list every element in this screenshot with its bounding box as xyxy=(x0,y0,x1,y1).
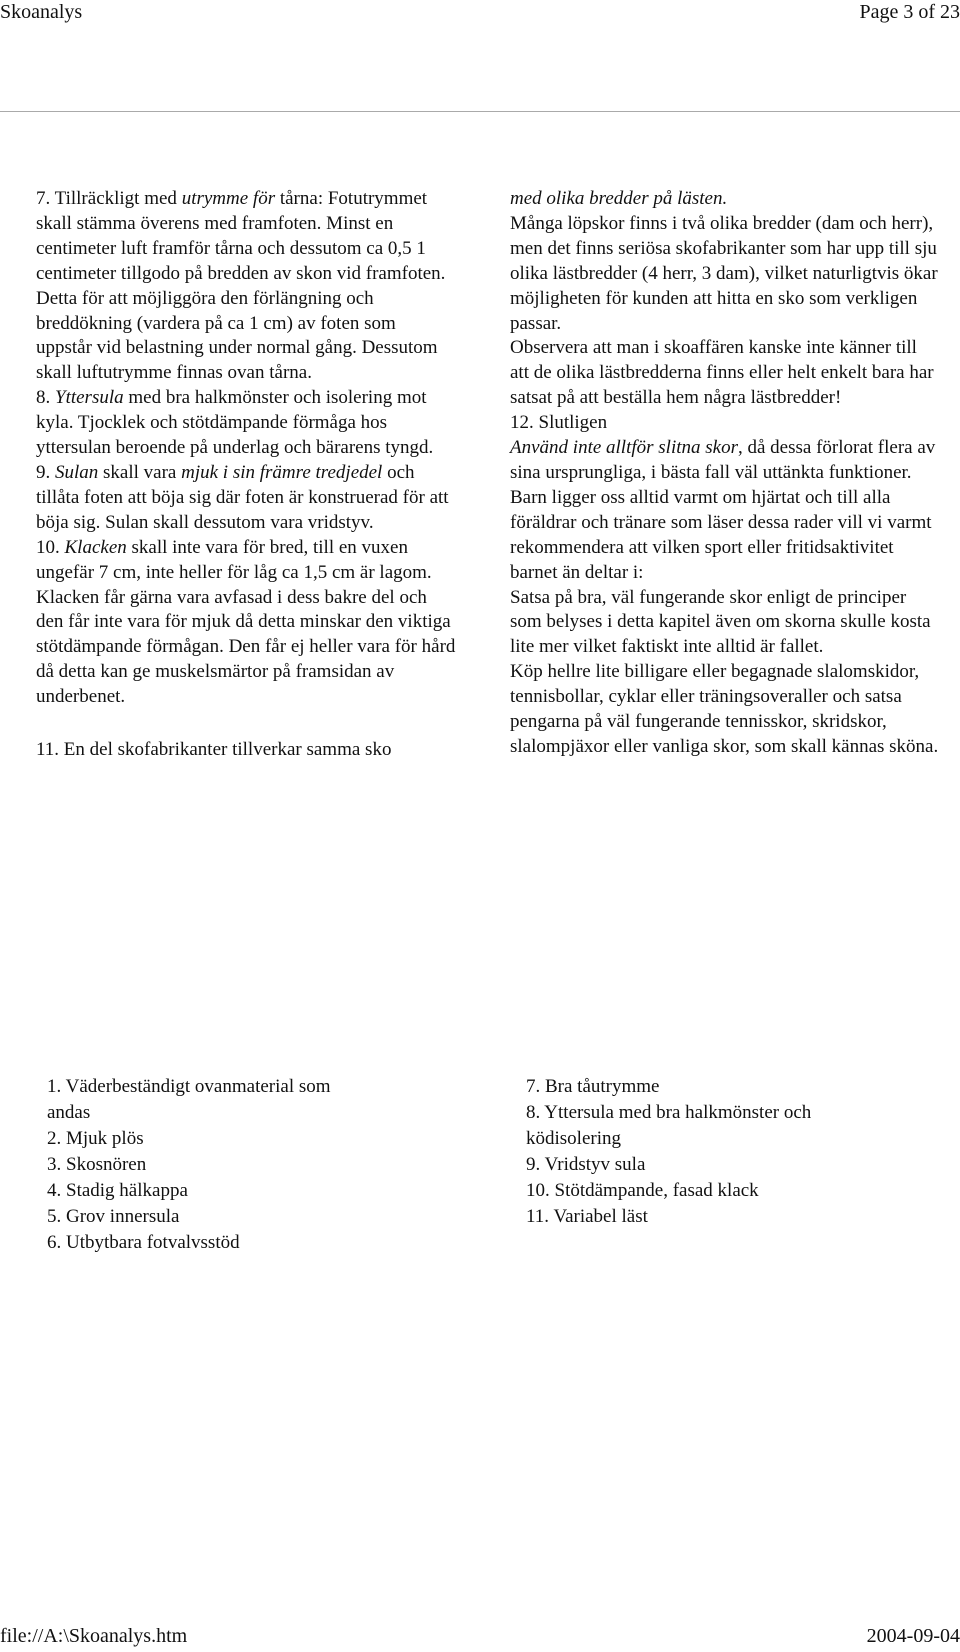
legend-item: 4. Stadig hälkappa xyxy=(47,1180,188,1201)
legend-item: 6. Utbytbara fotvalvsstöd xyxy=(47,1232,240,1253)
left-text-column xyxy=(36,187,456,763)
legend-list-left xyxy=(47,1074,367,1256)
paragraph-12-heading: 12. Slutligen xyxy=(510,412,608,434)
p10-lead: 10. xyxy=(36,536,65,558)
legend-item: 5. Grov innersula xyxy=(47,1206,180,1227)
p12-rest: , då dessa förlorat flera av sina ursprungliga, i bästa fall väl uttänkta funktioner. xyxy=(510,437,936,483)
p8-rest: med bra halkmönster och isolering mot kyla. Tjocklek och stötdämpande förmåga hos yttersulan beroende på underlag och bärarens tyngd. xyxy=(36,387,434,459)
legend-item: 1. Väderbeständigt ovanmaterial som andas xyxy=(47,1076,331,1123)
p9-mid: skall vara xyxy=(98,461,182,483)
paragraph-many-shoes: Många löpskor finns i två olika bredder (dam och herr), men det finns seriösa skofabrikanter som har upp till sju olika lästbredder (4 herr, 3 dam), vilket naturligtvis ökar möjligheten för kunden att hitta en sko som verkligen passar. xyxy=(510,212,938,334)
paragraph-11: 11. En del skofabrikanter tillverkar samma sko xyxy=(36,739,392,761)
p9-rest: och tillåta foten att böja sig där foten är konstruerad för att böja sig. Sulan skall dessutom vara vridstyv. xyxy=(36,461,449,533)
page-header-title: Skoanalys xyxy=(0,1,83,23)
right-text-column xyxy=(510,187,940,760)
paragraph-buy: Köp hellre lite billigare eller begagnade slalomskidor, tennisbollar, cyklar eller träningsoveraller och satsa pengarna på väl fungerande tennisskor, skridskor, slalompjäxor eller vanliga skor, som skall kännas sköna. xyxy=(510,661,939,757)
page-footer-date: 2004-09-04 xyxy=(866,1625,960,1647)
p10-rest: skall inte vara för bred, till en vuxen ungefär 7 cm, inte heller för låg ca 1,5 cm är lagom. Klacken får gärna vara avfasad i dess bakre del och den får inte vara för mjuk då detta minskar den viktiga stötdämpande förmågan. Den får ej heller vara för hård då detta kan ge muskelsmärtor på framsidan av underbenet. xyxy=(36,536,456,708)
legend-item: 8. Yttersula med bra halkmönster och ködisolering xyxy=(526,1102,812,1149)
page-footer-path: file://A:\Skoanalys.htm xyxy=(0,1625,188,1647)
legend-item: 2. Mjuk plös xyxy=(47,1128,144,1149)
page-header-page-number: Page 3 of 23 xyxy=(859,1,960,23)
p10-italic: Klacken xyxy=(64,536,127,558)
paragraph-invest: Satsa på bra, väl fungerande skor enligt de principer som belyses i detta kapitel även om skorna skulle kosta lite mer vilket faktiskt inte alltid är fallet. xyxy=(510,586,931,658)
p8-italic: Yttersula xyxy=(55,387,124,409)
p12-italic: Använd inte alltför slitna skor xyxy=(510,437,738,459)
paragraph-8 xyxy=(36,386,456,461)
paragraph-observe: Observera att man i skoaffären kanske inte känner till att de olika lästbredderna finns eller helt enkelt bara har satsat på att beställa hem några lästbredder! xyxy=(510,337,934,409)
paragraph-10 xyxy=(36,536,456,710)
p7-italic: utrymme för xyxy=(181,188,276,209)
p9-italic-2: mjuk i sin främre tredjedel xyxy=(181,461,383,483)
p7-lead: 7. Tillräckligt med xyxy=(36,188,182,209)
legend-list-right xyxy=(526,1074,856,1230)
legend-item: 7. Bra tåutrymme xyxy=(526,1076,660,1097)
paragraph-11-continued: med olika bredder på lästen. xyxy=(510,188,728,209)
legend-item: 9. Vridstyv sula xyxy=(526,1154,646,1175)
paragraph-12 xyxy=(510,436,940,486)
legend-item: 3. Skosnören xyxy=(47,1154,147,1175)
p9-lead: 9. xyxy=(36,461,55,483)
p9-italic-1: Sulan xyxy=(55,461,99,483)
legend-item: 11. Variabel läst xyxy=(526,1206,648,1227)
paragraph-7 xyxy=(36,187,456,386)
header-divider xyxy=(0,111,960,112)
paragraph-9 xyxy=(36,461,456,536)
p7-rest: tårna: Fotutrymmet skall stämma överens med framfoten. Minst en centimeter luft framför tårna och dessutom ca 0,5 1 centimeter tillgodo på bredden av skon vid framfoten. Detta för att möjliggöra den förlängning och breddökning (vardera på ca 1 cm) av foten som uppstår vid belastning under normal gång. Dessutom skall luftutrymme finnas ovan tårna. xyxy=(36,188,446,384)
legend-item: 10. Stötdämpande, fasad klack xyxy=(526,1180,759,1201)
paragraph-children: Barn ligger oss alltid varmt om hjärtat och till alla föräldrar och tränare som läser dessa rader vill vi varmt rekommendera att vilken sport eller fritidsaktivitet barnet än deltar i: xyxy=(510,486,932,583)
p8-lead: 8. xyxy=(36,387,55,409)
paragraph-spacer xyxy=(36,710,456,738)
